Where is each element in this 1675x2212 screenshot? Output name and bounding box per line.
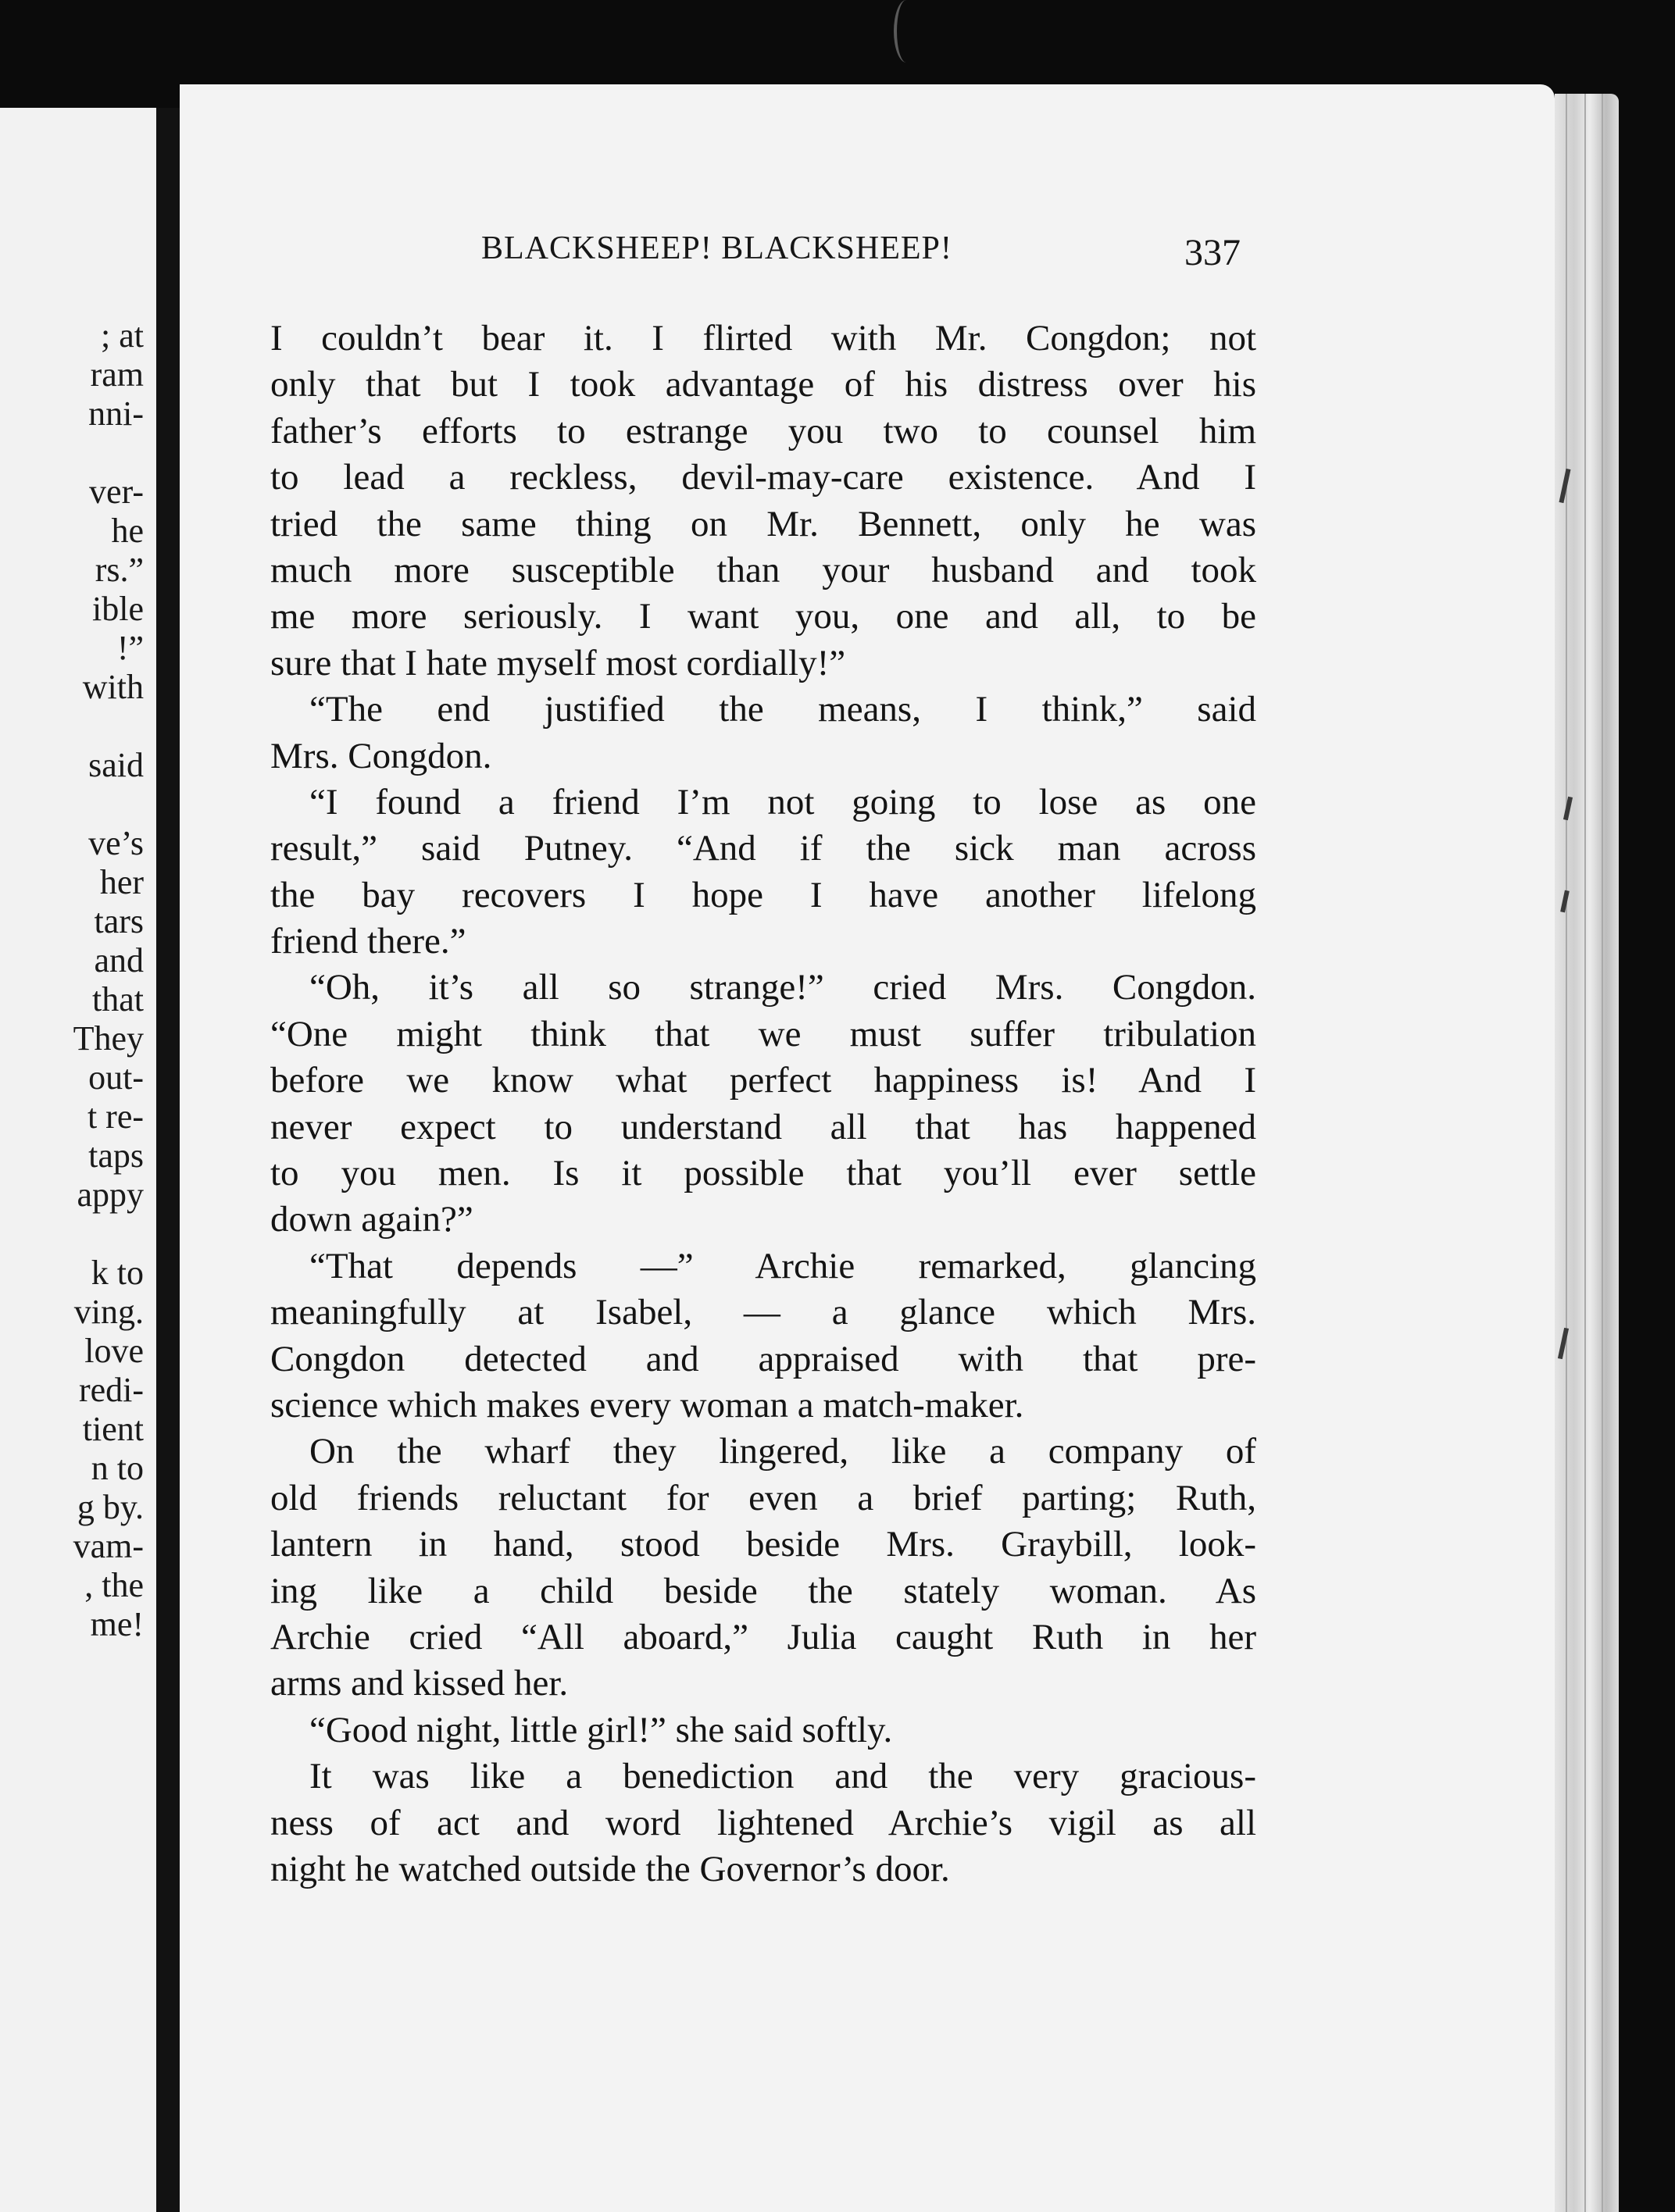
left-page-fragment: with bbox=[82, 668, 144, 706]
left-page-fragment: !” bbox=[116, 629, 144, 667]
text-line: meaningfully at Isabel, — a glance which Mrs. bbox=[270, 1292, 1256, 1333]
text-line: Archie cried “All aboard,” Julia caught Ruth in her bbox=[270, 1616, 1256, 1657]
text-line: before we know what perfect happiness is! And I bbox=[270, 1060, 1256, 1101]
left-page-fragment: ram bbox=[90, 355, 144, 394]
left-page-fragment: out- bbox=[88, 1058, 144, 1097]
edge-mark bbox=[1560, 890, 1570, 913]
text-line: friend there.” bbox=[270, 921, 466, 962]
text-line: old friends reluctant for even a brief parting; Ruth, bbox=[270, 1477, 1256, 1518]
text-line: On the wharf they lingered, like a company of bbox=[309, 1431, 1256, 1472]
text-line: “Oh, it’s all so strange!” cried Mrs. Congdon. bbox=[309, 967, 1256, 1008]
running-header: BLACKSHEEP! BLACKSHEEP! bbox=[481, 230, 952, 266]
left-page-fragment: tars bbox=[94, 902, 144, 940]
left-page-fragment: k to bbox=[91, 1254, 144, 1292]
text-line: Congdon detected and appraised with that pre- bbox=[270, 1338, 1256, 1379]
text-line: “The end justified the means, I think,” said bbox=[309, 689, 1256, 730]
left-page-fragment: vam- bbox=[73, 1527, 144, 1565]
left-page-fragment: t re- bbox=[87, 1097, 144, 1136]
text-line: sure that I hate myself most cordially!” bbox=[270, 642, 846, 683]
text-line: down again?” bbox=[270, 1199, 473, 1240]
left-page-fragment: ve’s bbox=[88, 824, 144, 862]
text-line: only that but I took advantage of his distress over his bbox=[270, 364, 1256, 405]
page-edge bbox=[1555, 94, 1619, 2212]
text-line: to lead a reckless, devil-may-care existence. And I bbox=[270, 457, 1256, 498]
text-line: lantern in hand, stood beside Mrs. Graybill, look- bbox=[270, 1524, 1256, 1565]
text-line: “I found a friend I’m not going to lose as one bbox=[309, 781, 1256, 822]
text-line: never expect to understand all that has happened bbox=[270, 1106, 1256, 1147]
text-line: the bay recovers I hope I have another lifelong bbox=[270, 874, 1256, 915]
left-page-fragment: taps bbox=[88, 1136, 144, 1175]
edge-mark bbox=[1559, 469, 1570, 503]
page-edge-stripe bbox=[1566, 94, 1567, 2212]
text-line: night he watched outside the Governor’s door. bbox=[270, 1848, 950, 1889]
scan-artifact bbox=[894, 0, 919, 62]
left-page-fragment: her bbox=[99, 863, 144, 901]
scan-border bbox=[1619, 87, 1675, 2212]
text-line: to you men. Is it possible that you’ll ever settle bbox=[270, 1153, 1256, 1194]
text-line: ness of act and word lightened Archie’s vigil as all bbox=[270, 1802, 1256, 1843]
page-body bbox=[270, 316, 1256, 1893]
left-page-fragment: nni- bbox=[88, 394, 144, 433]
left-page-fragment: love bbox=[84, 1332, 144, 1370]
text-line: me more seriously. I want you, one and all, to be bbox=[270, 596, 1256, 637]
text-line: arms and kissed her. bbox=[270, 1663, 569, 1704]
left-page-fragment: and bbox=[94, 941, 144, 979]
left-page bbox=[0, 108, 156, 2212]
left-page-fragment: me! bbox=[90, 1605, 144, 1643]
left-page-fragment: rs.” bbox=[95, 551, 144, 589]
left-page-fragment: g by. bbox=[77, 1488, 144, 1526]
text-line: ing like a child beside the stately woman. As bbox=[270, 1570, 1256, 1611]
text-line: “That depends —” Archie remarked, glancing bbox=[309, 1245, 1256, 1286]
left-page-fragment: n to bbox=[91, 1449, 144, 1487]
text-line: result,” said Putney. “And if the sick man across bbox=[270, 828, 1256, 869]
text-line: science which makes every woman a match-maker. bbox=[270, 1384, 1024, 1425]
left-page-fragment: he bbox=[111, 512, 144, 550]
left-page-fragment: , the bbox=[84, 1566, 144, 1604]
left-page-fragment: ver- bbox=[89, 473, 144, 511]
book-gutter bbox=[156, 108, 180, 2212]
left-page-fragment: that bbox=[92, 980, 144, 1019]
text-line: tried the same thing on Mr. Bennett, only he was bbox=[270, 503, 1256, 544]
page-number: 337 bbox=[1184, 232, 1241, 273]
text-line: It was like a benediction and the very gracious- bbox=[309, 1756, 1256, 1797]
page-edge-stripe bbox=[1602, 94, 1603, 2212]
left-page-fragment: ible bbox=[92, 590, 144, 628]
text-line: “Good night, little girl!” she said softly. bbox=[309, 1709, 893, 1750]
left-page-fragment: tient bbox=[82, 1410, 144, 1448]
edge-mark bbox=[1563, 797, 1573, 821]
text-line: Mrs. Congdon. bbox=[270, 735, 492, 776]
text-line: much more susceptible than your husband and took bbox=[270, 549, 1256, 590]
left-page-fragment: redi- bbox=[78, 1371, 144, 1409]
left-page-fragment: appy bbox=[77, 1176, 144, 1214]
left-page-fragment: ; at bbox=[101, 316, 144, 355]
left-page-fragment: ving. bbox=[73, 1293, 144, 1331]
left-page-fragment: They bbox=[73, 1019, 144, 1058]
text-line: I couldn’t bear it. I flirted with Mr. Congdon; not bbox=[270, 318, 1256, 359]
text-line: “One might think that we must suffer tribulation bbox=[270, 1013, 1256, 1054]
page-edge-stripe bbox=[1584, 94, 1586, 2212]
text-line: father’s efforts to estrange you two to counsel him bbox=[270, 410, 1256, 451]
left-page-fragment: said bbox=[88, 746, 144, 784]
